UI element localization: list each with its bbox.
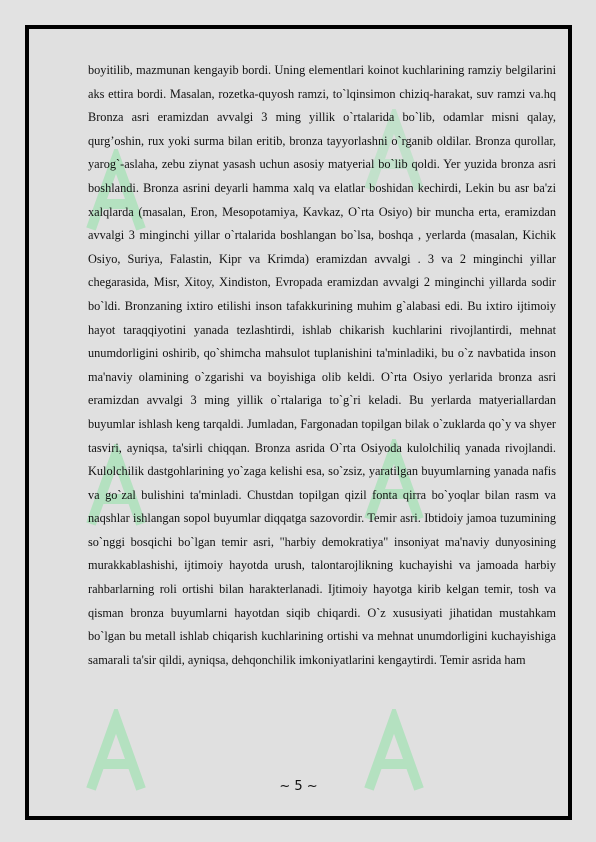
page-number: ~ 5 ~ [279, 779, 318, 794]
page-frame [25, 25, 572, 820]
body-paragraph: boyitilib, mazmunan kengayib bordi. Uning elementlari koinot kuchlarining ramziy belgilarini aks ettira bordi. Masalan, rozetka-quyosh ramzi, to`lqinsimon chiziq-harakat, suv ramzi va.hq Bronza asri eramizdan avvalgi 3 ming yillik o`rtalarida bo`lib, odamlar misni qalay, qurg’oshin, rux yoki surma bilan eritib, bronza tayyorlashni o`rganib oldilar. Bronza qurollar, yarog`-aslaha, zebu ziynat yasash uchun asosiy matyerial bo`lib qoldi. Yer yuzida bronza asri boshlandi. Bronza asrini deyarli hamma xalq va elatlar boshidan kechirdi, Lekin bu asr ba'zi xalqlarda (masalan, Eron, Mesopotamiya, Kavkaz, O`rta Osiyo) bir muncha erta, eramizdan avvalgi 3 minginchi yillar o`rtalarida boshlangan bo`lsa, boshqa , yerlarda (masalan, Kichik Osiyo, Suriya, Falastin, Kipr va Krimda) eramizdan avvalgi . 3 va 2 minginchi yillar chegarasida, Misr, Xitoy, Xindiston, Evropada eramizdan avvalgi 2 minginchi yillarda sodir bo`ldi. Bronzaning ixtiro etilishi inson tafakkurining muhim g`alabasi edi. Bu ixtiro ijtimoiy hayot taraqqiyotini yanada tezlashtirdi, ishlab chikarish kuchlarini rivojlantirdi, mehnat unumdorligini oshirib, qo`shimcha mahsulot tuplanishini ta'minladiki, bu o`z navbatida inson ma'naviy olamining o`zgarishi va boyishiga olib keldi. O`rta Osiyo yerlarida bronza asri eramizdan avvalgi 3 ming yillik o`rtalariga to`g`ri keladi. Bu yerlarda matyeriallardan buyumlar ishlash keng tarqaldi. Jumladan, Fargonadan topilgan bilak o`zuklarda qo`y va shyer tasviri, ayniqsa, ta'sirli chiqqan. Bronza asrida O`rta Osiyoda kulolchiliq yanada rivojlandi. Kulolchilik dastgohlarining yo`zaga kelishi esa, so`zsiz, yaratilgan buyumlarning yanada nafis va go`zal bulishini ta'minladi. Chustdan topilgan qizil fonta qirra bo`yoqlar bilan rasm va naqshlar ishlangan sopol buyumlar diqqatga sazovordir. Temir asri. Ibtidoiy jamoa tuzumining so`nggi bosqichi bo`lgan temir asri, "harbiy demokratiya" insoniyat ma'naviy dunyosining murakkablashishi, ijtimoiy hayotda urush, talontarojlikning kuchayishi va jamoada harbiy rahbarlarning roli ortishi bilan harakterlanadi. Ijtimoiy hayotga kirib kelgan temir, tosh va qisman bronza buyumlarni hayotdan siqib chiqardi. O`z xususiyati jihatidan mustahkam bo`lgan bu metall ishlab chiqarish kuchlarining ortishi va mehnat unumdorligini kuchayishiga samarali ta'sir qildi, ayniqsa, dehqonchilik imkoniyatlarini kengaytirdi. Temir asrida ham [88, 63, 556, 667]
